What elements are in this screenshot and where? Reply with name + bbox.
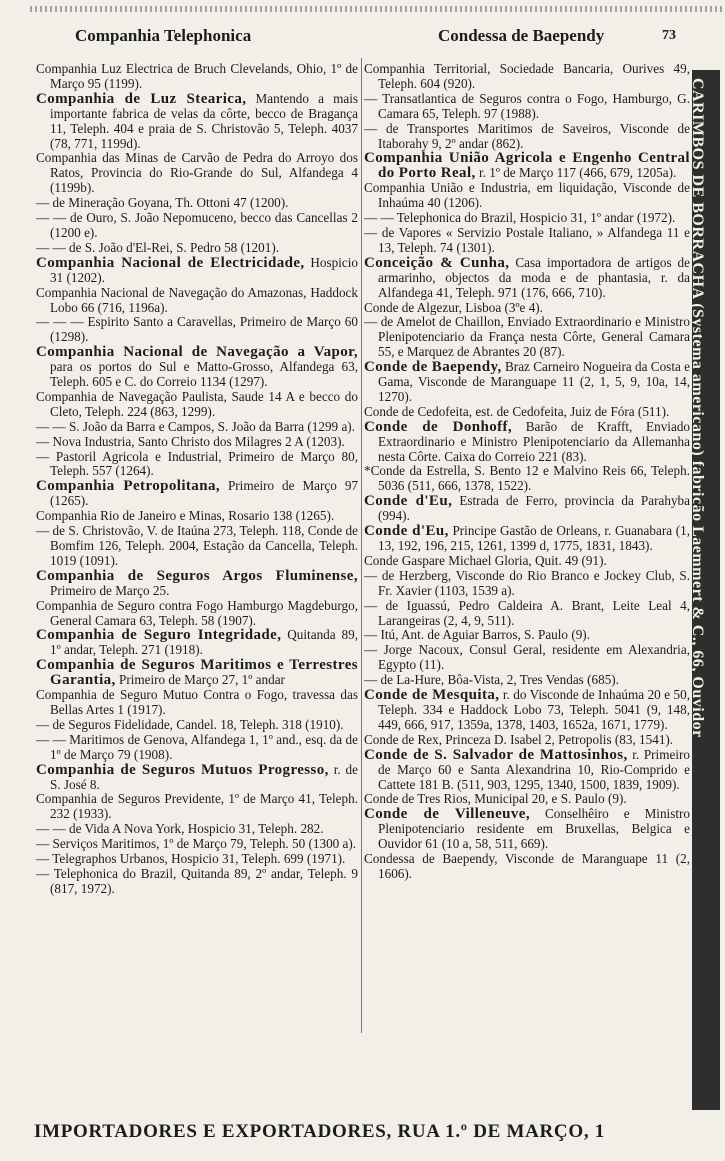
- directory-entry: [364, 256, 690, 301]
- directory-entry: [36, 435, 358, 450]
- entry-text: Conde de Tres Rios, Municipal 20, e S. Paulo (9).: [364, 791, 627, 807]
- entry-text: Companhia das Minas de Carvão de Pedra do Arroyo dos Ratos, Provincia do Rio-Grande do Sul, Alfandega 4 (1199b).: [36, 150, 358, 196]
- directory-entry: [36, 211, 358, 241]
- entry-text: Conde de Algezur, Lisboa (3ºe 4).: [364, 299, 543, 315]
- entry-text: — de Iguassú, Pedro Caldeira A. Brant, Leite Leal 4, Larangeiras (2, 4, 9, 511).: [364, 597, 690, 628]
- directory-entry: [364, 852, 690, 882]
- directory-entry: [36, 390, 358, 420]
- directory-entry: [36, 196, 358, 211]
- directory-entry: [364, 62, 690, 92]
- entry-text: Companhia União e Industria, em liquidação, Visconde de Inhaúma 40 (1206).: [364, 180, 690, 211]
- directory-entry: [364, 405, 690, 420]
- directory-entry: [364, 420, 690, 465]
- entry-text: Companhia Luz Electrica de Bruch Clevelands, Ohio, 1º de Março 95 (1199).: [36, 62, 358, 91]
- right-column: [364, 62, 690, 1052]
- entry-text: Casa importadora de artigos de armarinho, objectos da moda e de phantasia, r. da Alfandega 41, Teleph. 971 (176, 666, 710).: [378, 254, 690, 300]
- directory-entry: [364, 643, 690, 673]
- entry-text: Companhia Rio de Janeiro e Minas, Rosario 138 (1265).: [36, 508, 335, 524]
- entry-text: Companhia de Seguros Previdente, 1º de Março 41, Teleph. 232 (1933).: [36, 791, 358, 822]
- directory-entry: [364, 688, 690, 733]
- entry-text: — Pastoril Agricola e Industrial, Primeiro de Março 80, Teleph. 557 (1264).: [36, 448, 358, 479]
- directory-entry: [364, 748, 690, 793]
- entry-name: Conde de Villeneuve,: [364, 806, 530, 823]
- directory-entry: [364, 807, 690, 852]
- directory-entry: [364, 211, 690, 226]
- entry-text: — de La-Hure, Bôa-Vista, 2, Tres Vendas (685).: [364, 672, 619, 688]
- directory-entry: [36, 62, 358, 92]
- entry-name: Companhia de Seguro Integridade,: [36, 627, 282, 644]
- entry-text: Conselhêiro e Ministro Plenipotenciario residente em Bruxellas, Belgica e Ouvidor 61 (10 a, 58, 511, 669).: [378, 806, 690, 852]
- entry-name: Companhia de Seguros Maritimos e Terrestres Garantia,: [36, 657, 358, 689]
- directory-entry: [36, 450, 358, 480]
- directory-entry: [36, 822, 358, 837]
- directory-entry: [36, 688, 358, 718]
- entry-text: — Telegraphos Urbanos, Hospicio 31, Teleph. 699 (1971).: [36, 851, 346, 867]
- directory-entry: [364, 92, 690, 122]
- directory-entry: [36, 315, 358, 345]
- directory-entry: [36, 509, 358, 524]
- entry-text: Barão de Krafft, Enviado Extraordinario e Ministro Plenipotenciario da Allemanha nesta Côrte. Caixa do Correio 221 (83).: [378, 418, 690, 464]
- entry-text: Hospicio 31 (1202).: [50, 254, 358, 285]
- entry-name: Conde de Donhoff,: [364, 418, 513, 435]
- entry-text: Mantendo a mais importante fabrica de velas da côrte, becco de Bragança 11, Teleph. 404 e praia de S. Christovão 5, Teleph. 4037 (78, 771, 1199d).: [50, 90, 358, 151]
- entry-text: Primeiro de Março 25.: [50, 582, 170, 598]
- entry-text: — de S. Christovão, V. de Itaúna 273, Teleph. 118, Conde de Bomfim 126, Teleph. 2004, Estação da Cancella, Teleph. 1019 (1091).: [36, 523, 358, 568]
- entry-text: — — de S. João d'El-Rei, S. Pedro 58 (1201).: [36, 239, 280, 255]
- directory-entry: [364, 569, 690, 599]
- entry-text: Conde de Cedofeita, est. de Cedofeita, Juiz de Fóra (511).: [364, 403, 670, 419]
- entry-text: r. de S. José 8.: [50, 761, 358, 792]
- header-right-title: Condessa de Baependy: [438, 26, 605, 45]
- directory-entry: [364, 226, 690, 256]
- entry-name: Conde de S. Salvador de Mattosinhos,: [364, 746, 628, 763]
- entry-text: r. do Visconde de Inhaúma 20 e 50, Teleph. 334 e Haddock Lobo 73, Teleph. 5041 (9, 148, 449, 666, 917, 1359a, 1378, 1403, 1652a, 1671, 1779).: [378, 687, 690, 732]
- entry-text: — de Amelot de Chaillon, Enviado Extraordinario e Ministro Plenipotenciario da França nesta Côrte, General Camara 55, e Marquez de Abrantes 20 (87).: [364, 314, 690, 360]
- entry-text: Braz Carneiro Nogueira da Costa e Gama, Visconde de Maranguape 11 (2, 1, 5, 9, 10a, 14, 1270).: [378, 359, 690, 404]
- header-left-title: Companhia Telephonica: [75, 26, 252, 45]
- side-stamp-text: CARIMBOS DE BORRACHA (Systema americano) fabricão Laemmert & C., 66, Ouvidor: [689, 78, 706, 738]
- entry-name: Companhia Nacional de Electricidade,: [36, 254, 305, 271]
- left-column: [36, 62, 358, 1032]
- entry-text: Primeiro de Março 27, 1º andar: [115, 672, 285, 688]
- entry-text: — — Maritimos de Genova, Alfandega 1, 1º and., esq. da de 1º de Março 79 (1908).: [36, 731, 358, 762]
- directory-entry: [36, 256, 358, 286]
- entry-name: Companhia Nacional de Navegação a Vapor,: [36, 344, 358, 361]
- entry-name: Conde d'Eu,: [364, 523, 449, 540]
- entry-name: Companhia União Agricola e Engenho Central do Porto Real,: [364, 150, 690, 182]
- entry-text: Companhia de Seguro contra Fogo Hamburgo Magdeburgo, General Camara 63, Teleph. 58 (1907).: [36, 597, 358, 628]
- entry-text: — — Telephonica do Brazil, Hospicio 31, 1º andar (1972).: [364, 210, 676, 226]
- directory-entry: [364, 599, 690, 629]
- entry-text: Principe Gastão de Orleans, r. Guanabara (1, 13, 192, 196, 215, 1261, 1399 d, 1775, 1831, 1843).: [378, 523, 690, 553]
- directory-entry: [36, 792, 358, 822]
- entry-text: — Itú, Ant. de Aguiar Barros, S. Paulo (9).: [364, 627, 590, 643]
- entry-text: r. Primeiro de Março 60 e Santa Alexandrina 10, Rio-Comprido e Cattete 181 B. (511, 903, 1295, 1340, 1500, 1839, 1909).: [378, 746, 690, 792]
- directory-entry: [364, 181, 690, 211]
- directory-entry: [36, 420, 358, 435]
- entry-text: para os portos do Sul e Matto-Grosso, Alfandega 63, Teleph. 605 e C. do Correio 1134 (1297).: [50, 359, 358, 390]
- directory-entry: [36, 345, 358, 390]
- footer-advertisement: IMPORTADORES E EXPORTADORES, RUA 1.º DE MARÇO, 1: [34, 1121, 605, 1142]
- entry-text: — de Vapores « Servizio Postale Italiano, » Alfandega 11 e 13, Teleph. 74 (1301).: [364, 224, 690, 255]
- entry-text: Companhia Territorial, Sociedade Bancaria, Ourives 49, Teleph. 604 (920).: [364, 62, 690, 91]
- entry-name: Companhia de Luz Stearica,: [36, 90, 247, 107]
- directory-entry: [36, 151, 358, 196]
- directory-entry: [364, 464, 690, 494]
- entry-name: Conde de Mesquita,: [364, 687, 500, 704]
- entry-text: — de Transportes Maritimos de Saveiros, Visconde de Itaborahy 9, 2º andar (862).: [364, 120, 690, 151]
- entry-name: Conceição & Cunha,: [364, 254, 510, 271]
- entry-text: Quitanda 89, 1º andar, Teleph. 271 (1918).: [50, 627, 358, 658]
- directory-entry: [36, 479, 358, 509]
- entry-text: Companhia de Seguro Mutuo Contra o Fogo, travessa das Bellas Artes 1 (1917).: [36, 687, 358, 717]
- directory-entry: [36, 867, 358, 897]
- directory-entry: [36, 852, 358, 867]
- entry-text: — de Seguros Fidelidade, Candel. 18, Teleph. 318 (1910).: [36, 716, 344, 732]
- entry-text: Conde de Rex, Princeza D. Isabel 2, Petropolis (83, 1541).: [364, 731, 674, 747]
- entry-text: — — S. João da Barra e Campos, S. João da Barra (1299 a).: [36, 418, 355, 434]
- directory-entry: [364, 494, 690, 524]
- directory-entry: [36, 628, 358, 658]
- directory-entry: [364, 673, 690, 688]
- page-number: 73: [662, 28, 676, 43]
- directory-entry: [36, 569, 358, 599]
- directory-entry: [364, 733, 690, 748]
- entry-text: — Serviços Maritimos, 1º de Março 79, Teleph. 50 (1300 a).: [36, 836, 357, 852]
- directory-entry: [364, 792, 690, 807]
- entry-text: — — de Ouro, S. João Nepomuceno, becco das Cancellas 2 (1200 e).: [36, 210, 358, 240]
- entry-text: — Transatlantica de Seguros contra o Fogo, Hamburgo, G. Camara 65, Teleph. 97 (1988).: [364, 90, 690, 121]
- entry-text: Companhia de Navegação Paulista, Saude 14 A e becco do Cleto, Teleph. 224 (863, 1299).: [36, 388, 358, 419]
- entry-text: — Nova Industria, Santo Christo dos Milagres 2 A (1203).: [36, 433, 345, 449]
- directory-entry: [364, 151, 690, 181]
- directory-entry: [36, 733, 358, 763]
- entry-name: Companhia de Seguros Argos Fluminense,: [36, 567, 358, 584]
- directory-entry: [36, 658, 358, 688]
- directory-entry: [36, 718, 358, 733]
- directory-entry: [364, 628, 690, 643]
- directory-entry: [36, 837, 358, 852]
- entry-text: Estrada de Ferro, provincia da Parahyba (994).: [378, 493, 690, 524]
- entry-text: — de Herzberg, Visconde do Rio Branco e Jockey Club, S. Fr. Xavier (1103, 1539 a).: [364, 567, 690, 598]
- directory-entry: [364, 315, 690, 360]
- directory-entry: [36, 524, 358, 569]
- directory-entry: [364, 554, 690, 569]
- entry-text: — — — Espirito Santo a Caravellas, Primeiro de Março 60 (1298).: [36, 314, 358, 345]
- entry-text: Conde Gaspare Michael Gloria, Quit. 49 (91).: [364, 552, 607, 568]
- entry-text: Companhia Nacional de Navegação do Amazonas, Haddock Lobo 66 (716, 1196a).: [36, 284, 358, 315]
- page-header: [30, 26, 700, 52]
- directory-entry: [36, 92, 358, 152]
- entry-name: Conde d'Eu,: [364, 493, 453, 510]
- entry-text: — Telephonica do Brazil, Quitanda 89, 2º andar, Teleph. 9 (817, 1972).: [36, 865, 358, 896]
- directory-entry: [36, 241, 358, 256]
- entry-text: Primeiro de Março 97 (1265).: [50, 478, 358, 509]
- directory-entry: [364, 301, 690, 316]
- directory-entry: [36, 599, 358, 629]
- directory-entry: [364, 524, 690, 554]
- entry-name: Conde de Baependy,: [364, 359, 502, 376]
- directory-entry: [364, 360, 690, 405]
- side-stamp-banner: [689, 70, 720, 1110]
- directory-entry: [36, 286, 358, 316]
- column-divider: [361, 58, 362, 1033]
- entry-name: Companhia de Seguros Mutuos Progresso,: [36, 761, 329, 778]
- directory-entry: [364, 122, 690, 152]
- directory-entry: [36, 763, 358, 793]
- entry-text: Condessa de Baependy, Visconde de Maranguape 11 (2, 1606).: [364, 851, 690, 881]
- entry-text: — de Mineração Goyana, Th. Ottoni 47 (1200).: [36, 195, 289, 211]
- entry-text: — Jorge Nacoux, Consul Geral, residente em Alexandria, Egypto (11).: [364, 642, 690, 673]
- entry-name: Companhia Petropolitana,: [36, 478, 220, 495]
- entry-text: — — de Vida A Nova York, Hospicio 31, Teleph. 282.: [36, 821, 324, 837]
- entry-text: r. 1º de Março 117 (466, 679, 1205a).: [475, 165, 677, 181]
- top-edge-rule: [30, 6, 725, 12]
- entry-text: *Conde da Estrella, S. Bento 12 e Malvino Reis 66, Teleph. 5036 (511, 666, 1378, 1522).: [364, 463, 690, 494]
